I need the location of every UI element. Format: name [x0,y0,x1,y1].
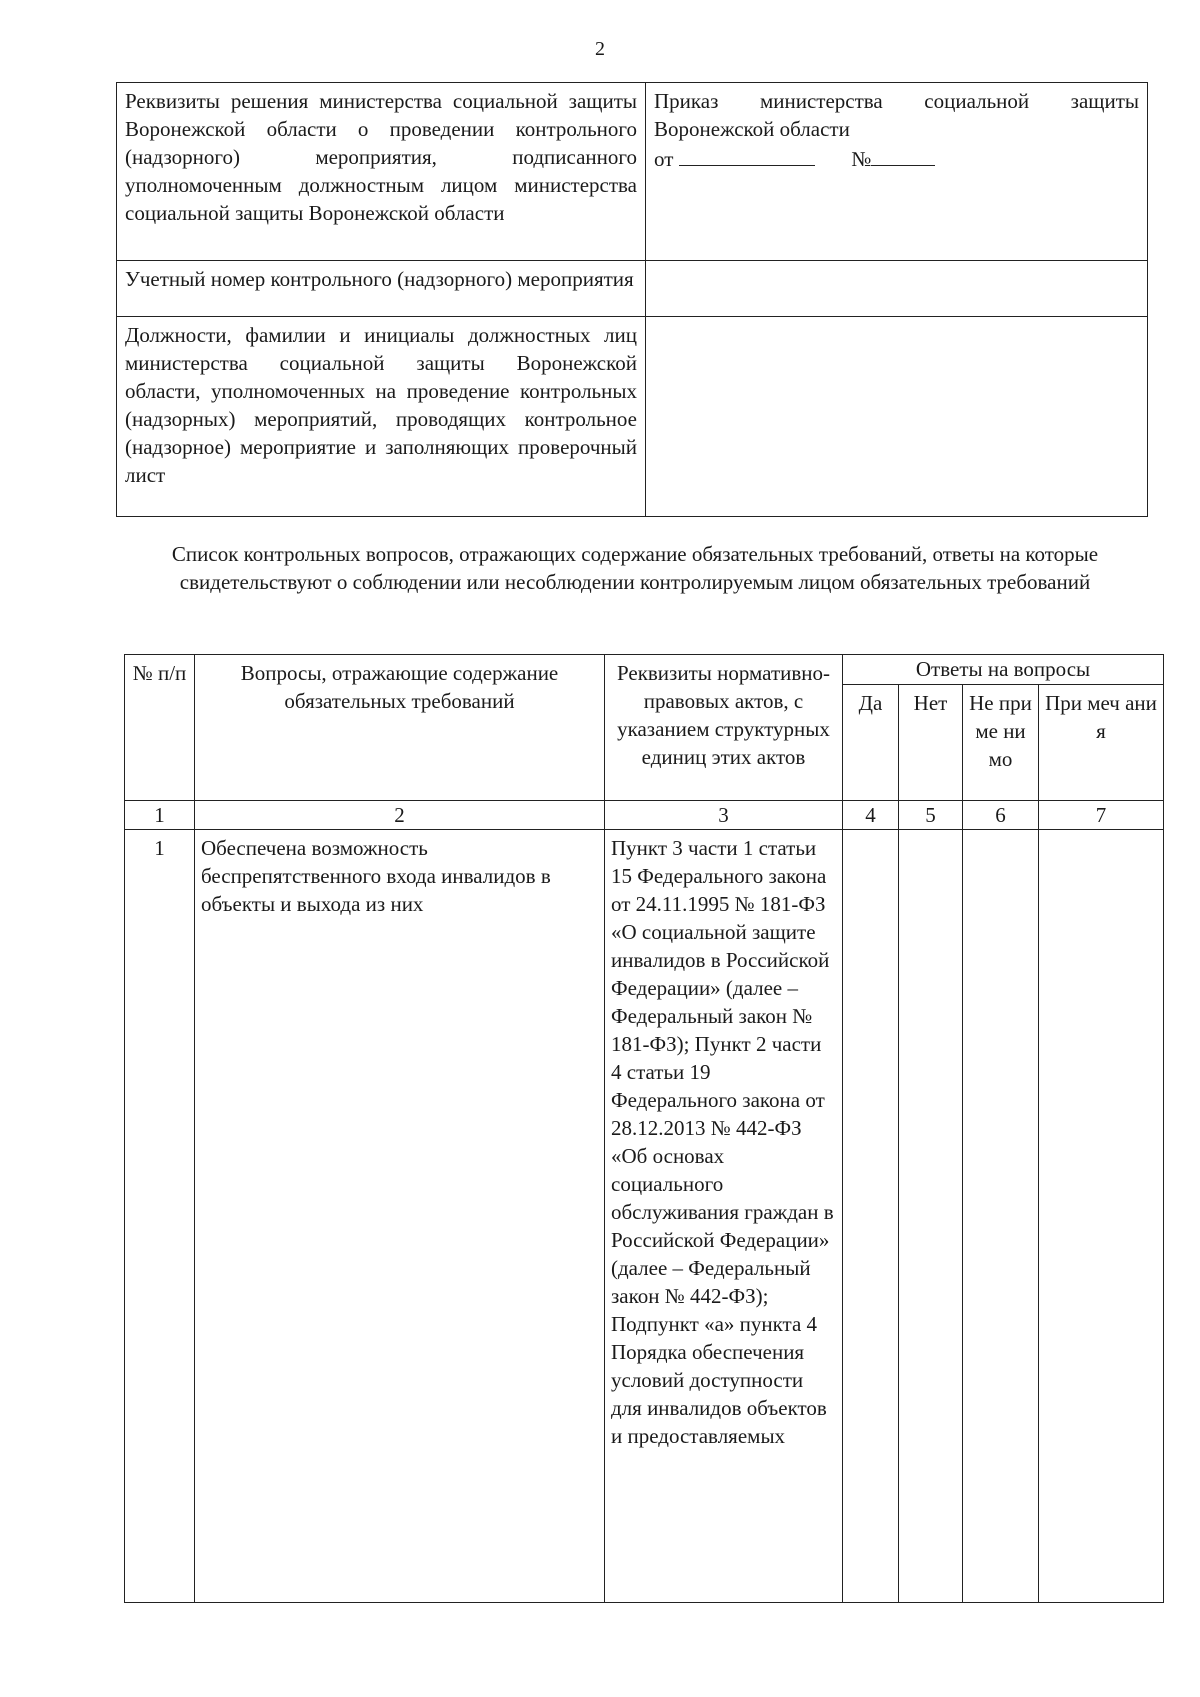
section-title: Список контрольных вопросов, отражающих содержание обязательных требований, ответы на которые свидетельствуют о соблюдении или несоблюдении контролируемым лицом обязательных требований [171,542,1099,594]
header-answers: Ответы на вопросы [843,655,1164,685]
header-yes: Да [843,685,899,801]
column-number: 3 [605,801,843,830]
order-from-label: от [654,147,674,171]
row-question: Обеспечена возможность беспрепятственного входа инвалидов в объекты и выхода из них [195,830,605,1603]
officials-value[interactable] [646,317,1148,517]
order-date-blank[interactable] [679,143,815,166]
header-no: Нет [899,685,963,801]
page-number: 2 [595,38,605,60]
account-number-value[interactable] [646,261,1148,317]
column-number: 1 [125,801,195,830]
row-num: 1 [125,830,195,1603]
column-number: 5 [899,801,963,830]
answer-notes-cell[interactable] [1039,830,1164,1603]
answer-yes-cell[interactable] [843,830,899,1603]
order-number-blank[interactable] [871,143,935,166]
table-row [125,830,1164,1603]
header-num: № п/п [125,655,195,801]
column-number: 4 [843,801,899,830]
answer-not-applicable-cell[interactable] [963,830,1039,1603]
info-table [116,82,1148,517]
questions-table [124,654,1164,1603]
decision-label: Реквизиты решения министерства социальной защиты Воронежской области о проведении контрольного (надзорного) мероприятия, подписанного уполномоченным должностным лицом министерства социальной защиты Воронежской области [117,83,646,261]
account-number-label: Учетный номер контрольного (надзорного) мероприятия [117,261,646,317]
row-requisites: Пункт 3 части 1 статьи 15 Федерального закона от 24.11.1995 № 181-ФЗ «О социальной защите инвалидов в Российской Федерации» (далее – Федеральный закон № 181-ФЗ); Пункт 2 части 4 статьи 19 Федерального закона от 28.12.2013 № 442-ФЗ «Об основах социального обслуживания граждан в Российской Федерации» (далее – Федеральный закон № 442-ФЗ); Подпункт «а» пункта 4 Порядка обеспечения условий доступности для инвалидов объектов и предоставляемых [605,830,843,1603]
order-cell [646,83,1148,261]
officials-label: Должности, фамилии и инициалы должностных лиц министерства социальной защиты Воронежской области, уполномоченных на проведение контрольных (надзорных) мероприятий, проводящих контрольное (надзорное) мероприятие и заполняющих проверочный лист [117,317,646,517]
column-number: 6 [963,801,1039,830]
header-requisites: Реквизиты нормативно-правовых актов, с указанием структурных единиц этих актов [605,655,843,801]
header-notes: При меч ани я [1039,685,1164,801]
header-questions: Вопросы, отражающие содержание обязательных требований [195,655,605,801]
header-not-applicable: Не при ме нимо [963,685,1039,801]
answer-no-cell[interactable] [899,830,963,1603]
column-number-row [125,801,1164,830]
column-number: 7 [1039,801,1164,830]
order-number-sign: № [851,147,872,171]
column-number: 2 [195,801,605,830]
order-text: Приказ министерства социальной защиты Воронежской области [654,89,1139,141]
